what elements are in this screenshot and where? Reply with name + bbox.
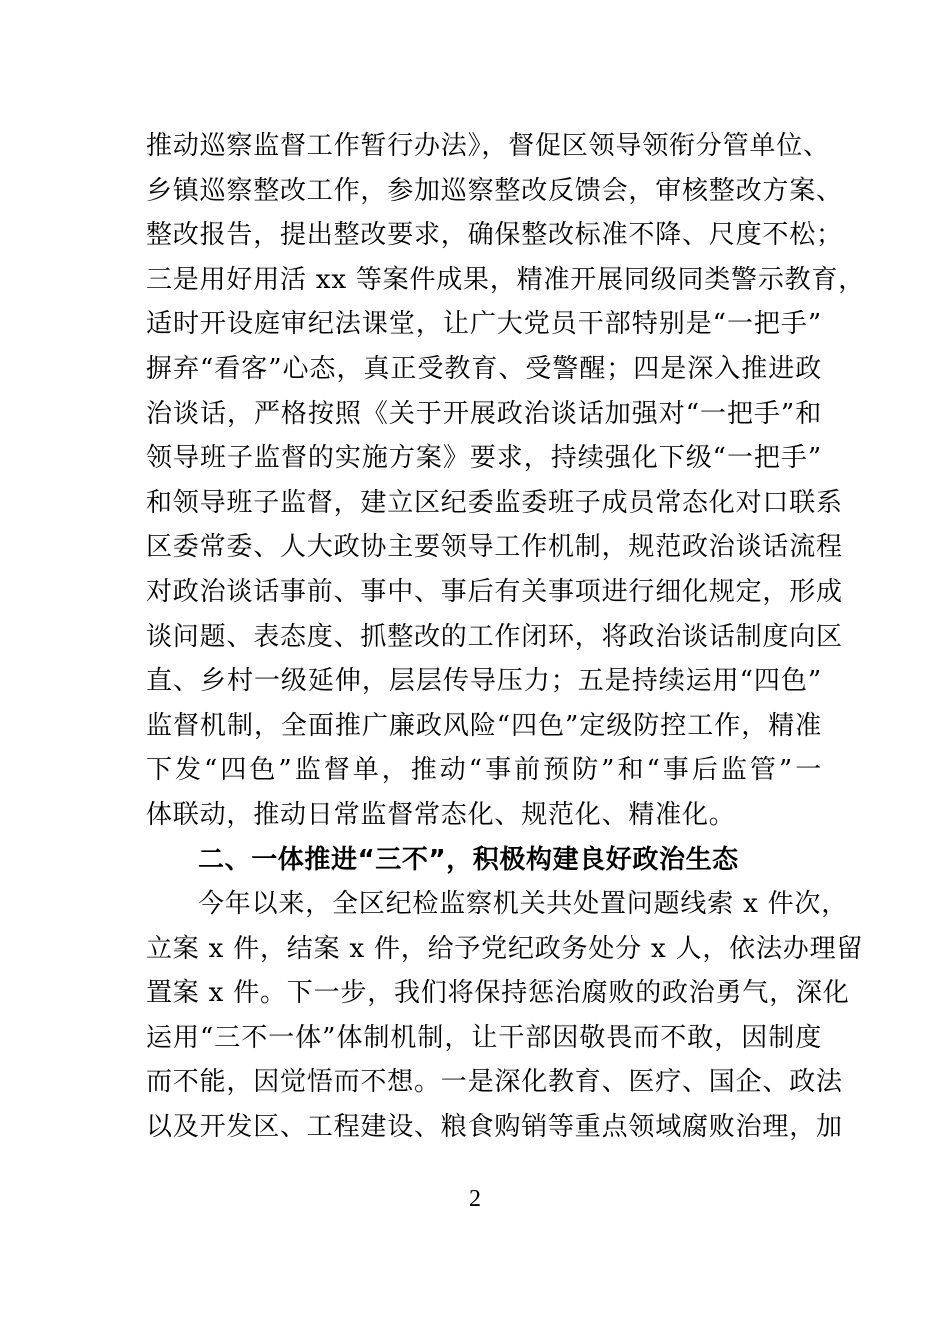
text-line: 适时开设庭审纪法课堂，让广大党员干部特别是“一把手” <box>146 309 822 340</box>
text-line: 体联动，推动日常监督常态化、规范化、精准化。 <box>146 799 736 830</box>
text-line: 整改报告，提出整改要求，确保整改标准不降、尺度不松； <box>146 220 843 251</box>
text-line: 下发“四色”监督单，推动“事前预防”和“事后监管”一 <box>146 755 822 786</box>
text-line: 而不能，因觉悟而不想。一是深化教育、医疗、国企、政法 <box>146 1067 843 1098</box>
text-line: 谈问题、表态度、抓整改的工作闭环，将政治谈话制度向区 <box>146 621 843 652</box>
page-number: 2 <box>469 1186 481 1212</box>
text-line: 直、乡村一级延伸，层层传导压力；五是持续运用“四色” <box>146 666 822 697</box>
text-line: 领导班子监督的实施方案》要求，持续强化下级“一把手” <box>146 443 822 474</box>
text-line: 运用“三不一体”体制机制，让干部因敬畏而不敢，因制度 <box>146 1022 822 1053</box>
text-line: 推动巡察监督工作暂行办法》，督促区领导领衔分管单位、 <box>146 131 830 161</box>
text-line: 乡镇巡察整改工作，参加巡察整改反馈会，审核整改方案、 <box>146 175 843 206</box>
text-line: 区委常委、人大政协主要领导工作机制，规范政治谈话流程 <box>146 532 843 563</box>
text-line: 以及开发区、工程建设、粮食购销等重点领域腐败治理，加 <box>146 1112 843 1143</box>
section-heading: 二、一体推进“三不”，积极构建良好政治生态 <box>198 844 739 875</box>
text-line: 三是用好用活 xx 等案件成果，精准开展同级同类警示教育， <box>146 264 866 295</box>
text-line: 对政治谈话事前、事中、事后有关事项进行细化规定，形成 <box>146 576 843 607</box>
text-line: 今年以来，全区纪检监察机关共处置问题线索 x 件次， <box>198 889 848 920</box>
text-line: 监督机制，全面推广廉政风险“四色”定级防控工作，精准 <box>146 710 822 741</box>
text-line: 和领导班子监督，建立区纪委监委班子成员常态化对口联系 <box>146 487 843 518</box>
text-line: 置案 x 件。下一步，我们将保持惩治腐败的政治勇气，深化 <box>146 978 850 1009</box>
text-line: 摒弃“看客”心态，真正受教育、受警醒；四是深入推进政 <box>146 353 822 384</box>
text-line: 立案 x 件，结案 x 件，给予党纪政务处分 x 人，依法办理留 <box>146 933 864 964</box>
text-line: 治谈话，严格按照《关于开展政治谈话加强对“一把手”和 <box>146 398 822 429</box>
body-text <box>146 124 866 1150</box>
